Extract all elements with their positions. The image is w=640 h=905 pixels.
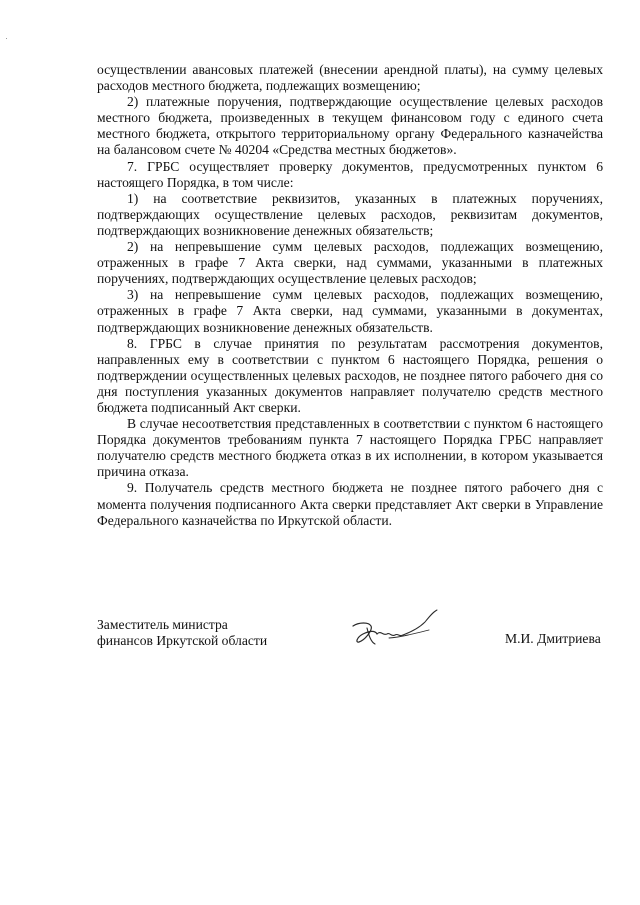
paragraph-continuation: осуществлении авансовых платежей (внесении арендной платы), на сумму целевых расходов местного бюджета, подлежащих возмещению; xyxy=(97,62,603,94)
paragraph-section-7-item-1: 1) на соответствие реквизитов, указанных в платежных поручениях, подтверждающих осуществление целевых расходов, реквизитам документов, подтверждающих возникновение денежных обязательств; xyxy=(97,190,603,238)
signatory-title-line-2: финансов Иркутской области xyxy=(97,632,268,648)
paragraph-section-8-refusal: В случае несоответствия представленных в соответствии с пунктом 6 настоящего Порядка документов требованиям пункта 7 настоящего Порядка ГРБС направляет получателю средств местного бюджета отказ в их исполнении, в котором указывается причина отказа. xyxy=(97,416,603,480)
handwritten-signature xyxy=(349,606,441,652)
scan-speck xyxy=(6,38,7,39)
paragraph-section-7-item-2: 2) на непревышение сумм целевых расходов, подлежащих возмещению, отраженных в графе 7 Акта сверки, над суммами, указанными в платежных поручениях, подтверждающих осуществление целевых расходов; xyxy=(97,239,603,287)
paragraph-item-2-payment-orders: 2) платежные поручения, подтверждающие осуществление целевых расходов местного бюджета, произведенных в текущем финансовом году с единого счета местного бюджета, открытого территориальному органу Федерального казначейства на балансовом счете № 40204 «Средства местных бюджетов». xyxy=(97,94,603,158)
document-body xyxy=(97,62,603,529)
paragraph-section-9: 9. Получатель средств местного бюджета не позднее пятого рабочего дня с момента получения подписанного Акта сверки представляет Акт сверки в Управление Федерального казначейства по Иркутской области. xyxy=(97,480,603,528)
paragraph-section-7-item-3: 3) на непревышение сумм целевых расходов, подлежащих возмещению, отраженных в графе 7 Акта сверки, над суммами, указанными в документах, подтверждающих возникновение денежных обязательств. xyxy=(97,287,603,335)
signatory-title xyxy=(97,617,267,648)
signatory-name: М.И. Дмитриева xyxy=(505,631,601,646)
paragraph-section-8: 8. ГРБС в случае принятия по результатам рассмотрения документов, направленных ему в соответствии с пунктом 6 настоящего Порядка, решения о подтверждении осуществленных целевых расходов, не позднее пятого рабочего дня со дня поступления указанных документов направляет получателю средств местного бюджета подписанный Акт сверки. xyxy=(97,335,603,415)
signatory-title-line-1: Заместитель министра xyxy=(97,617,228,632)
paragraph-section-7: 7. ГРБС осуществляет проверку документов, предусмотренных пунктом 6 настоящего Порядка, в том числе: xyxy=(97,158,603,190)
